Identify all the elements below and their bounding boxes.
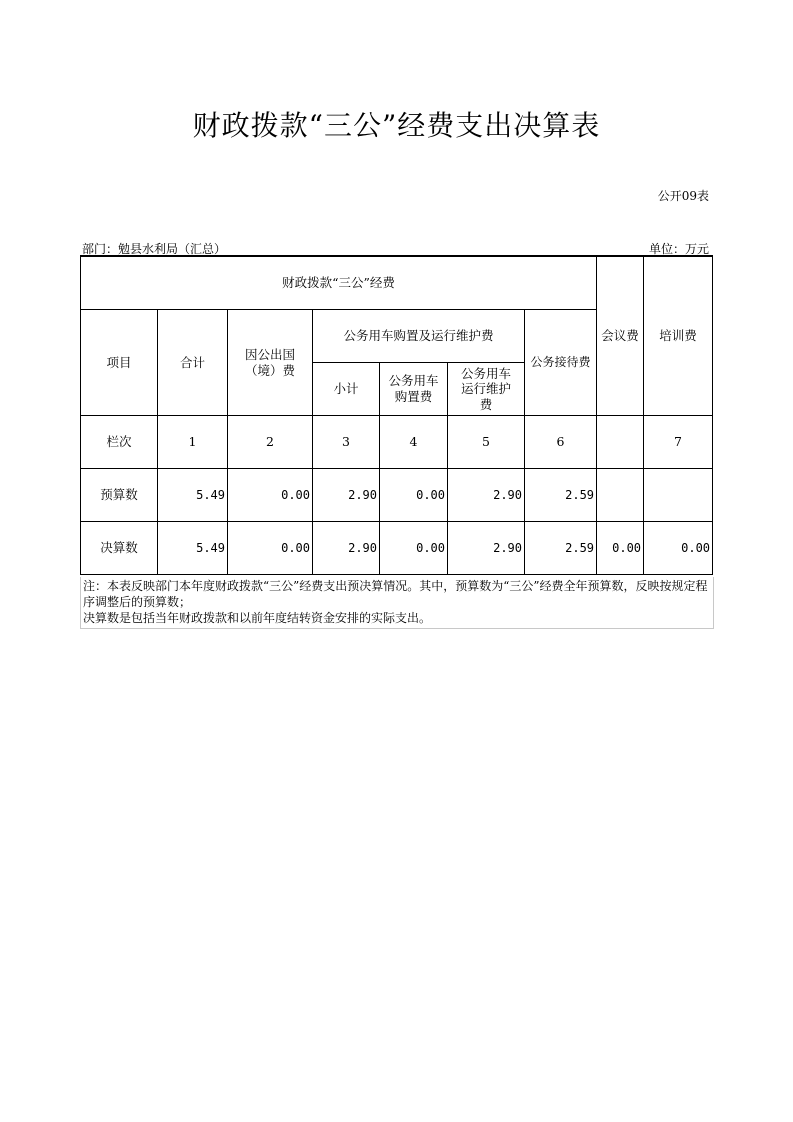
note-line: 注：本表反映部门本年度财政拨款“三公”经费支出预决算情况。其中，预算数为“三公”经费全年预算数，反映按规定程序调整后的预算数； [83, 579, 708, 609]
vehicle-operation-header: 公务用车运行维护费 [448, 363, 525, 416]
cell: 2.59 [525, 522, 597, 575]
cell: 2.59 [525, 469, 597, 522]
meeting-header: 会议费 [597, 256, 644, 416]
cell [644, 469, 713, 522]
cell: 5.49 [158, 469, 228, 522]
cell: 0.00 [228, 469, 313, 522]
cell: 2 [228, 416, 313, 469]
cell: 3 [313, 416, 380, 469]
cell: 4 [380, 416, 448, 469]
cell: 0.00 [380, 522, 448, 575]
department-label: 部门：勉县水利局（汇总） [82, 242, 227, 256]
abroad-header: 因公出国（境）费 [228, 310, 313, 416]
cell: 0.00 [597, 522, 644, 575]
cell: 7 [644, 416, 713, 469]
cell: 0.00 [380, 469, 448, 522]
subtotal-header: 小计 [313, 363, 380, 416]
cell: 0.00 [644, 522, 713, 575]
item-header: 项目 [81, 310, 158, 416]
cell: 5.49 [158, 522, 228, 575]
vehicle-purchase-header: 公务用车购置费 [380, 363, 448, 416]
cell: 1 [158, 416, 228, 469]
table-row [81, 469, 713, 522]
group-header: 财政拨款“三公”经费 [81, 256, 597, 310]
cell: 5 [448, 416, 525, 469]
unit-label: 单位：万元 [648, 242, 709, 256]
cell: 6 [525, 416, 597, 469]
table-row [81, 522, 713, 575]
page-title: 财政拨款“三公”经费支出决算表 [192, 109, 601, 142]
vehicle-group-header: 公务用车购置及运行维护费 [313, 310, 525, 363]
row-label: 栏次 [81, 416, 158, 469]
reception-header: 公务接待费 [525, 310, 597, 416]
cell: 2.90 [313, 469, 380, 522]
row-label: 预算数 [81, 469, 158, 522]
expenditure-table [80, 255, 713, 575]
cell: 2.90 [448, 469, 525, 522]
total-header: 合计 [158, 310, 228, 416]
cell [597, 416, 644, 469]
training-header: 培训费 [644, 256, 713, 416]
cell: 2.90 [313, 522, 380, 575]
cell: 0.00 [228, 522, 313, 575]
cell: 2.90 [448, 522, 525, 575]
table-row [81, 416, 713, 469]
note-line: 决算数是包括当年财政拨款和以前年度结转资金安排的实际支出。 [83, 611, 432, 625]
table-number: 公开09表 [657, 189, 709, 203]
row-label: 决算数 [81, 522, 158, 575]
table-note [80, 577, 714, 629]
cell [597, 469, 644, 522]
